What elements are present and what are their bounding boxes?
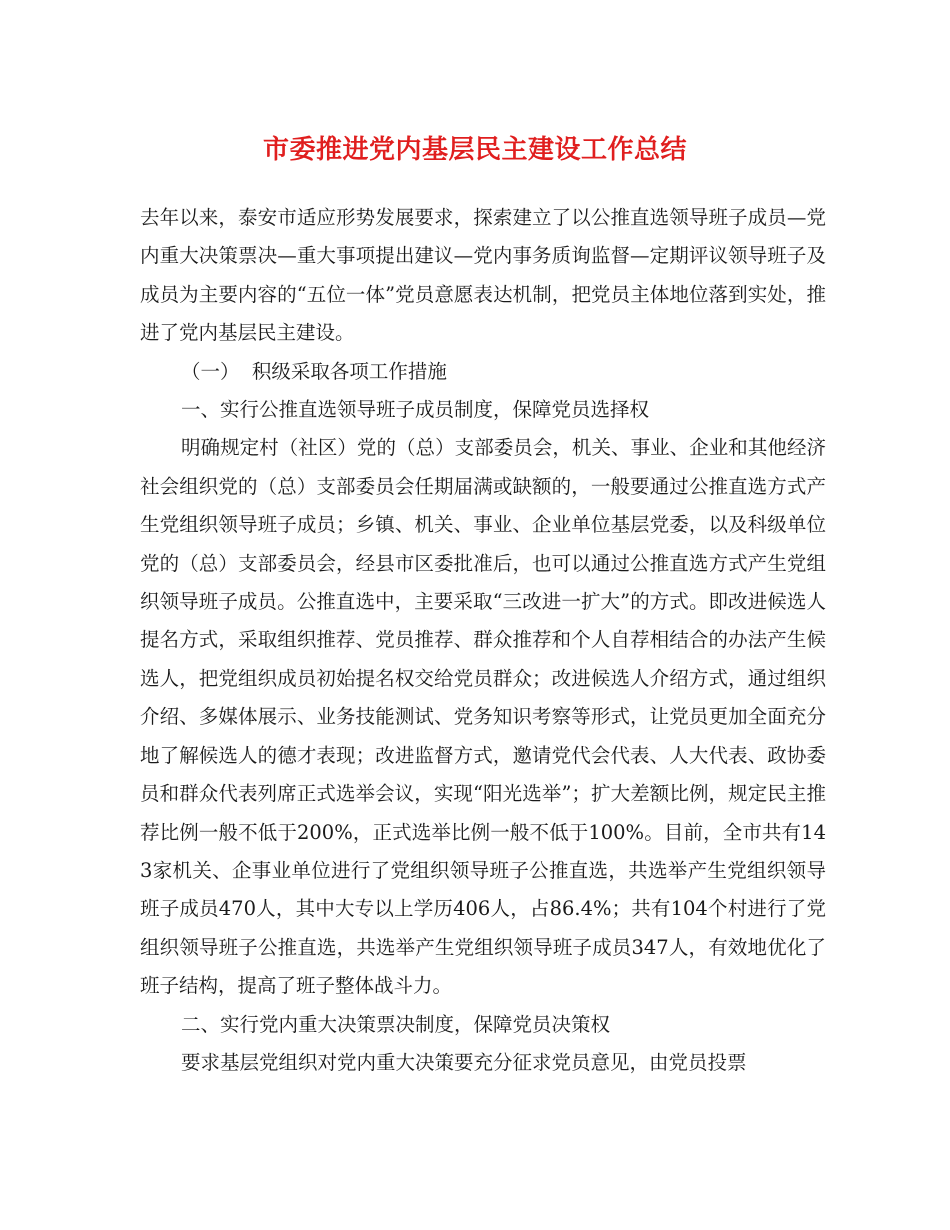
body-paragraph-2: 要求基层党组织对党内重大决策要充分征求党员意见，由党员投票: [181, 1050, 747, 1074]
document-body: [140, 199, 826, 1082]
subsection-heading-2: 二、实行党内重大决策票决制度，保障党员决策权: [181, 1012, 611, 1036]
intro-paragraph: 去年以来，泰安市适应形势发展要求，探索建立了以公推直选领导班子成员—党内重大决策票决—重大事项提出建议—党内事务质询监督—定期评议领导班子及成员为主要内容的“五位一体”党员意愿表达机制，把党员主体地位落到实处，推进了党内基层民主建设。: [140, 206, 826, 345]
section-heading: （一） 积级采取各项工作措施: [181, 359, 447, 383]
subsection-heading-1: 一、实行公推直选领导班子成员制度，保障党员选择权: [181, 398, 650, 422]
document-title: 市委推进党内基层民主建设工作总结: [262, 135, 687, 165]
body-paragraph-1: 明确规定村（社区）党的（总）支部委员会，机关、事业、企业和其他经济社会组织党的（总）支部委员会任期届满或缺额的，一般要通过公推直选方式产生党组织领导班子成员；乡镇、机关、事业、企业单位基层党委，以及科级单位党的（总）支部委员会，经县市区委批准后，也可以通过公推直选方式产生党组织领导班子成员。公推直选中，主要采取“三改进一扩大”的方式。即改进候选人提名方式，采取组织推荐、党员推荐、群众推荐和个人自荐相结合的办法产生候选人，把党组织成员初始提名权交给党员群众；改进候选人介绍方式，通过组织介绍、多媒体展示、业务技能测试、党务知识考察等形式，让党员更加全面充分地了解候选人的德才表现；改进监督方式，邀请党代会代表、人大代表、政协委员和群众代表列席正式选举会议，实现“阳光选举”；扩大差额比例，规定民主推荐比例一般不低于200%，正式选举比例一般不低于100%。目前，全市共有143家机关、企事业单位进行了党组织领导班子公推直选，共选举产生党组织领导班子成员470人，其中大专以上学历406人，占86.4%；共有104个村进行了党组织领导班子公推直选，共选举产生党组织领导班子成员347人，有效地优化了班子结构，提高了班子整体战斗力。: [140, 436, 826, 998]
